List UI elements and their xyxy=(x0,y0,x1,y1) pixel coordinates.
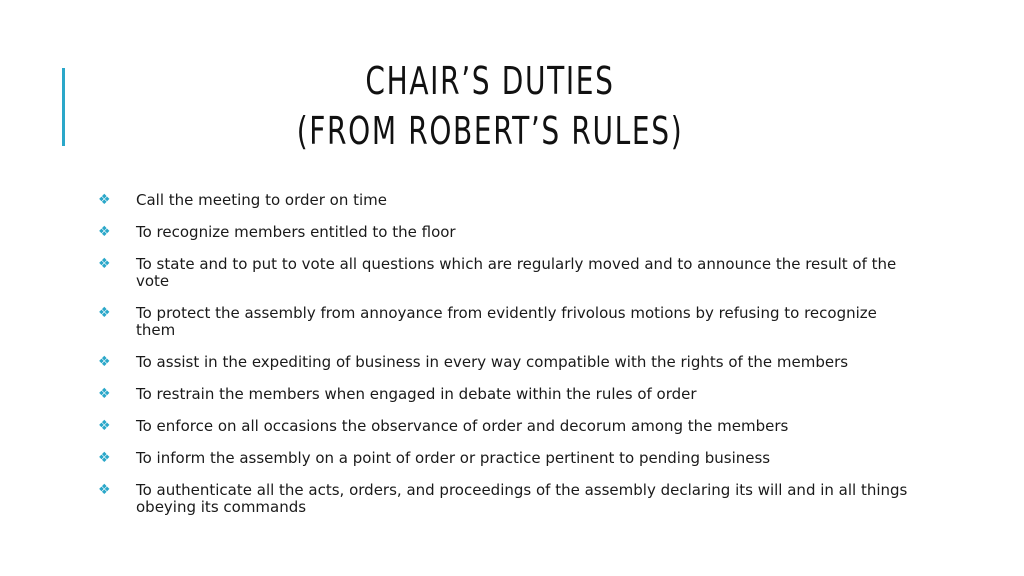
bullet-text: To assist in the expediting of business in every way compatible with the rights of the members xyxy=(136,353,849,371)
list-item xyxy=(98,305,918,339)
bullet-text: To recognize members entitled to the floor xyxy=(136,223,456,241)
bullet-text: To restrain the members when engaged in debate within the rules of order xyxy=(136,385,697,403)
diamond-bullet-icon: ❖ xyxy=(98,354,111,370)
list-item xyxy=(98,224,918,241)
diamond-bullet-icon: ❖ xyxy=(98,192,111,208)
bullet-text: To authenticate all the acts, orders, and proceedings of the assembly declaring its will and in all things obeying its commands xyxy=(136,481,908,516)
bullet-text: To protect the assembly from annoyance from evidently frivolous motions by refusing to recognize them xyxy=(136,304,877,339)
list-item xyxy=(98,450,918,467)
list-item xyxy=(98,418,918,435)
diamond-bullet-icon: ❖ xyxy=(98,224,111,240)
diamond-bullet-icon: ❖ xyxy=(98,482,111,498)
diamond-bullet-icon: ❖ xyxy=(98,418,111,434)
list-item xyxy=(98,256,918,290)
bullet-text: To enforce on all occasions the observance of order and decorum among the members xyxy=(136,417,789,435)
title-line-2: (FROM ROBERT’S RULES) xyxy=(296,109,684,153)
diamond-bullet-icon: ❖ xyxy=(98,450,111,466)
list-item xyxy=(98,482,918,516)
bullet-text: To state and to put to vote all questions which are regularly moved and to announce the result of the vote xyxy=(136,255,897,290)
bullet-text: To inform the assembly on a point of order or practice pertinent to pending business xyxy=(136,449,771,467)
list-item xyxy=(98,192,918,209)
slide-title xyxy=(236,56,744,156)
diamond-bullet-icon: ❖ xyxy=(98,305,111,321)
bullet-text: Call the meeting to order on time xyxy=(136,191,388,209)
list-item xyxy=(98,354,918,371)
title-line-1: CHAIR’S DUTIES xyxy=(365,59,615,103)
diamond-bullet-icon: ❖ xyxy=(98,386,111,402)
list-item xyxy=(98,386,918,403)
diamond-bullet-icon: ❖ xyxy=(98,256,111,272)
bullet-list xyxy=(98,192,918,531)
accent-bar xyxy=(62,68,65,146)
